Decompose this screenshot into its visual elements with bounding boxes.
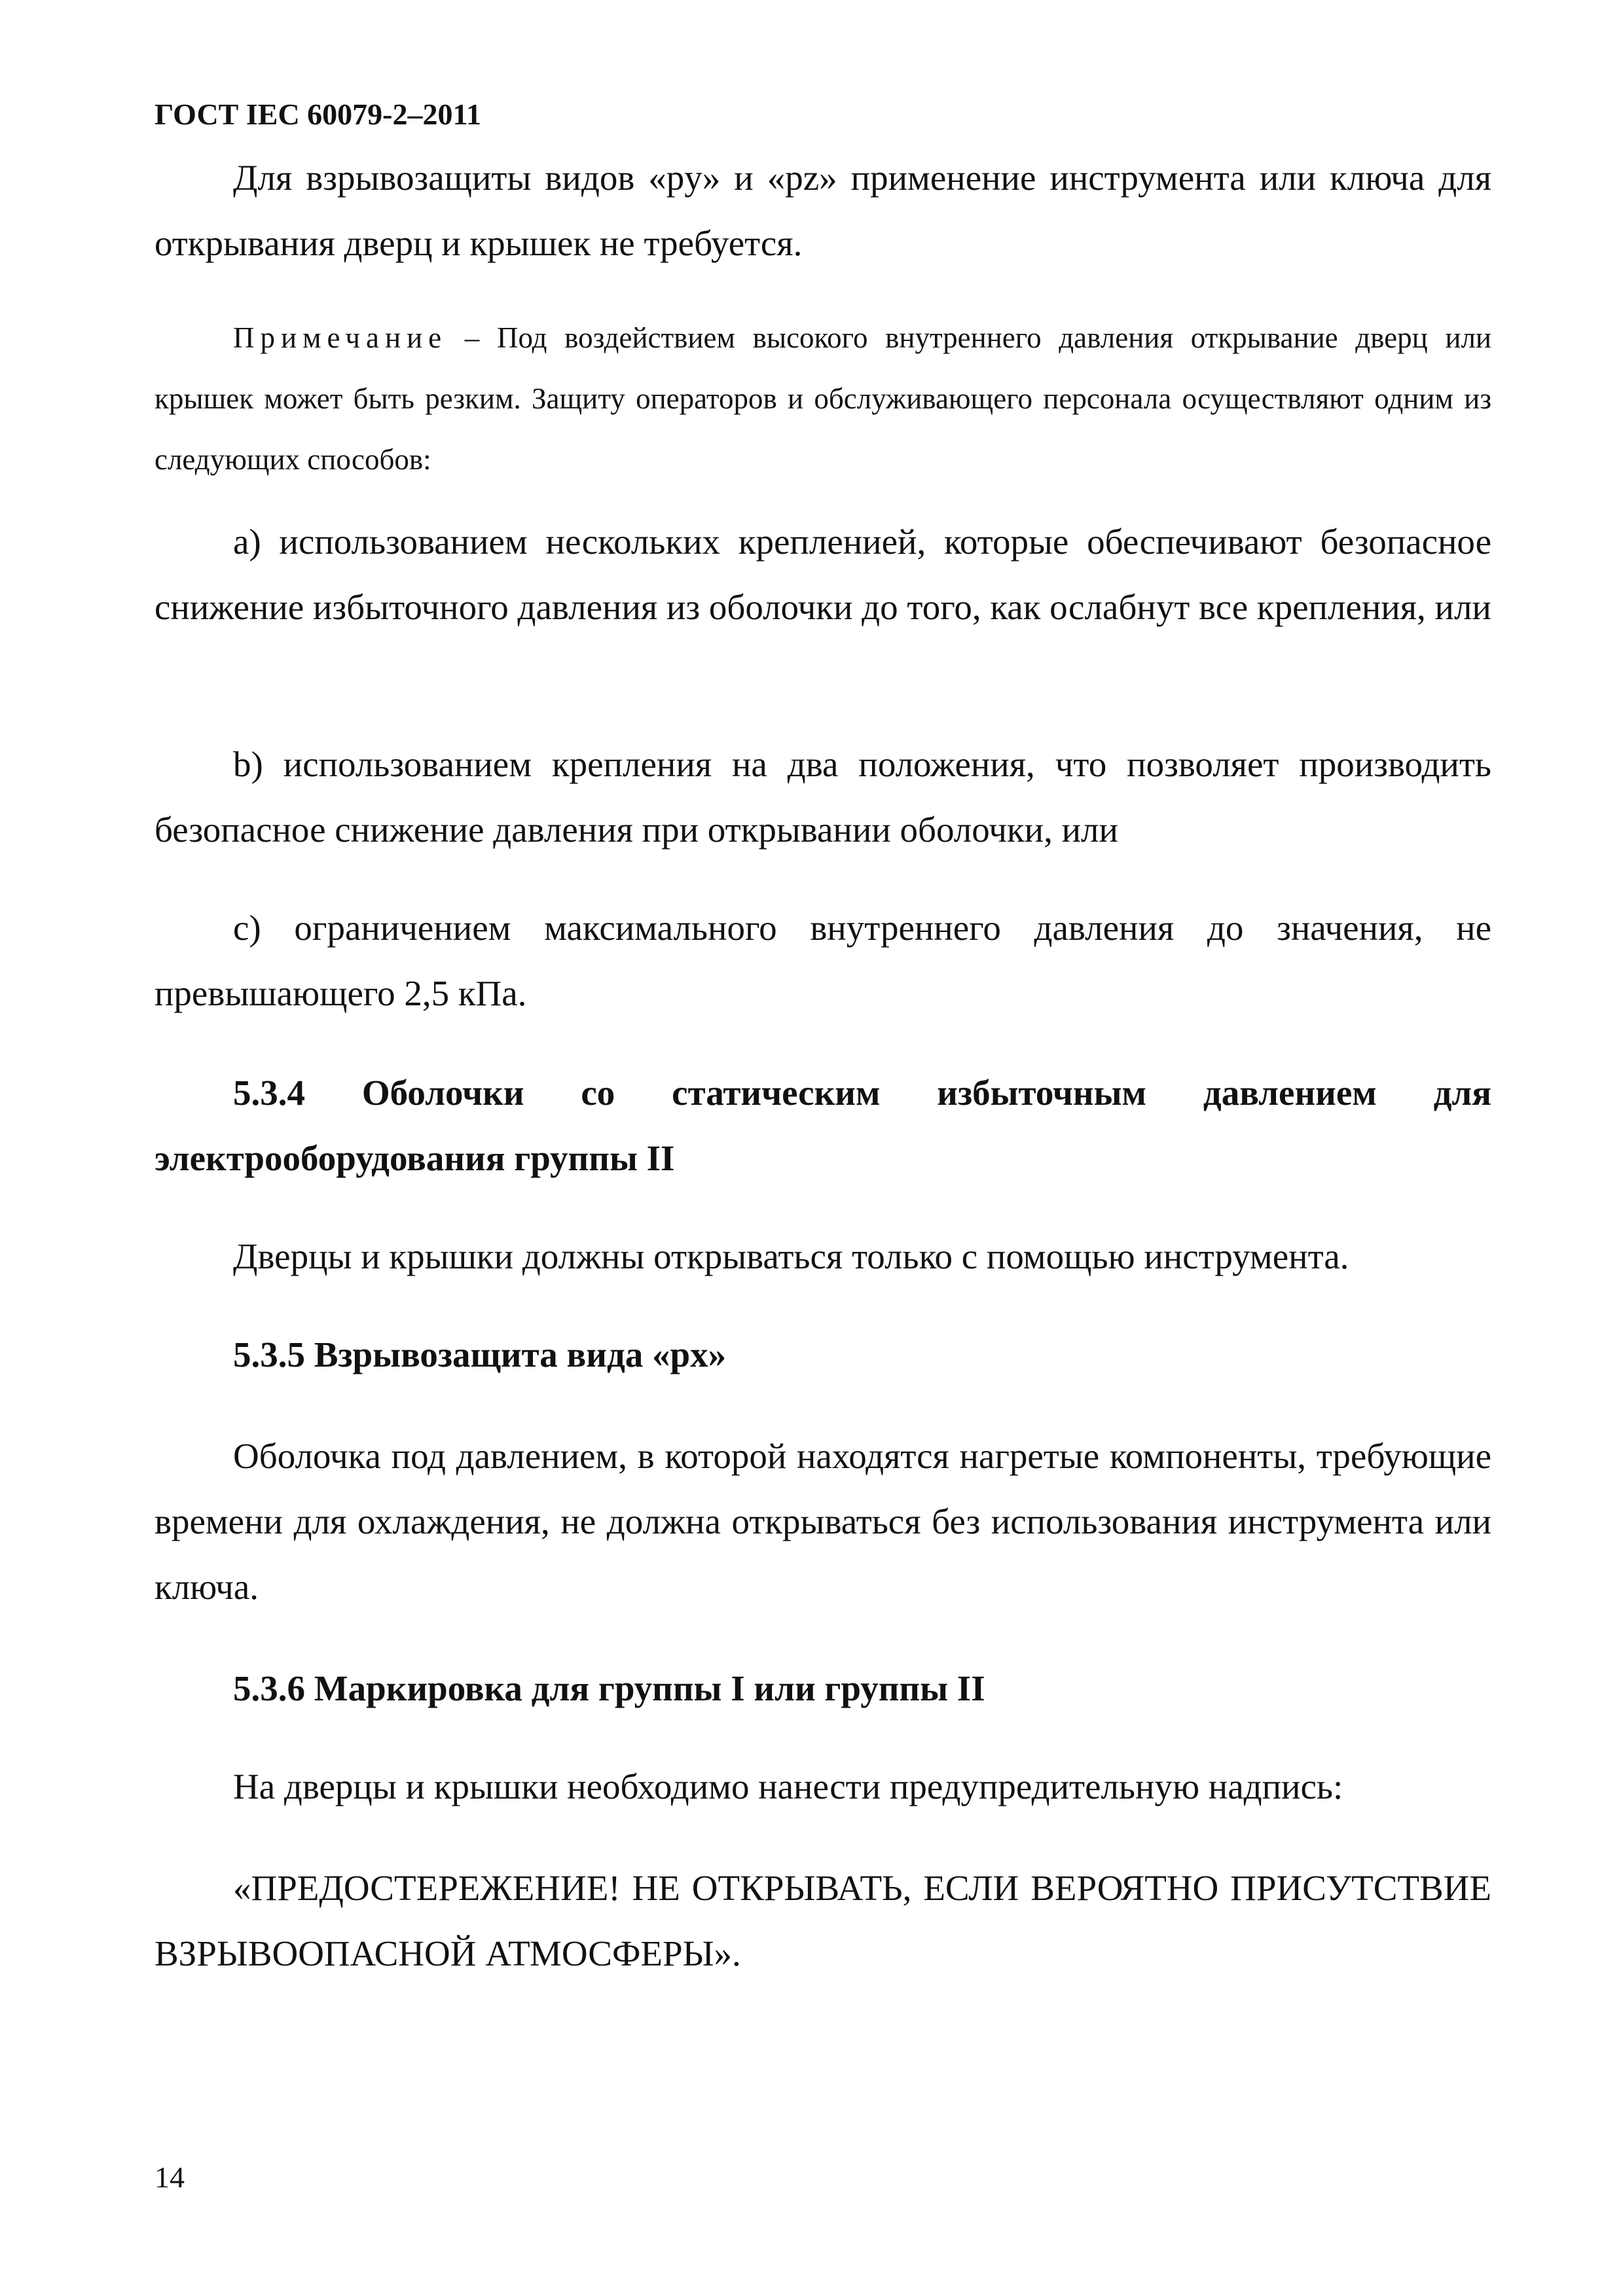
note-label: Примечание xyxy=(233,321,448,354)
section-heading-5-3-4: 5.3.4 Оболочки со статическим избыточным давлением для электрооборудования группы II xyxy=(155,1073,1491,1178)
warning-text: «ПРЕДОСТЕРЕЖЕНИЕ! НЕ ОТКРЫВАТЬ, ЕСЛИ ВЕРОЯТНО ПРИСУТСТВИЕ ВЗРЫВООПАСНОЙ АТМОСФЕРЫ». xyxy=(155,1868,1491,1973)
paragraph-5-3-6: На дверцы и крышки необходимо нанести предупредительную надпись: xyxy=(233,1767,1343,1806)
note-text: – Под воздействием высокого внутреннего давления открывание дверц или крышек может быть резким. Защиту операторов и обслуживающего персонала осуществляют одним из следующих способов: xyxy=(155,321,1491,476)
note-paragraph xyxy=(155,308,1491,490)
paragraph-explosion-protection-py-pz: Для взрывозащиты видов «py» и «pz» применение инструмента или ключа для открывания дверц и крышек не требуется. xyxy=(155,158,1491,263)
paragraph-5-3-5: Оболочка под давлением, в которой находятся нагретые компоненты, требующие времени для охлаждения, не должна открываться без использования инструмента или ключа. xyxy=(155,1436,1491,1607)
list-item-b: b) использованием крепления на два положения, что позволяет производить безопасное снижение давления при открывании оболочки, или xyxy=(155,744,1491,850)
paragraph-5-3-4: Дверцы и крышки должны открываться только с помощью инструмента. xyxy=(233,1236,1349,1276)
section-heading-5-3-6: 5.3.6 Маркировка для группы I или группы II xyxy=(233,1668,985,1708)
page-number: 14 xyxy=(155,2161,185,2194)
document-header: ГОСТ IEC 60079-2–2011 xyxy=(155,98,481,131)
list-item-c: c) ограничением максимального внутреннего давления до значения, не превышающего 2,5 кПа. xyxy=(155,908,1491,1013)
section-heading-5-3-5: 5.3.5 Взрывозащита вида «px» xyxy=(233,1335,727,1374)
list-item-a: a) использованием нескольких крепленией, которые обеспечивают безопасное снижение избыточного давления из оболочки до того, как ослабнут все крепления, или xyxy=(155,522,1491,627)
